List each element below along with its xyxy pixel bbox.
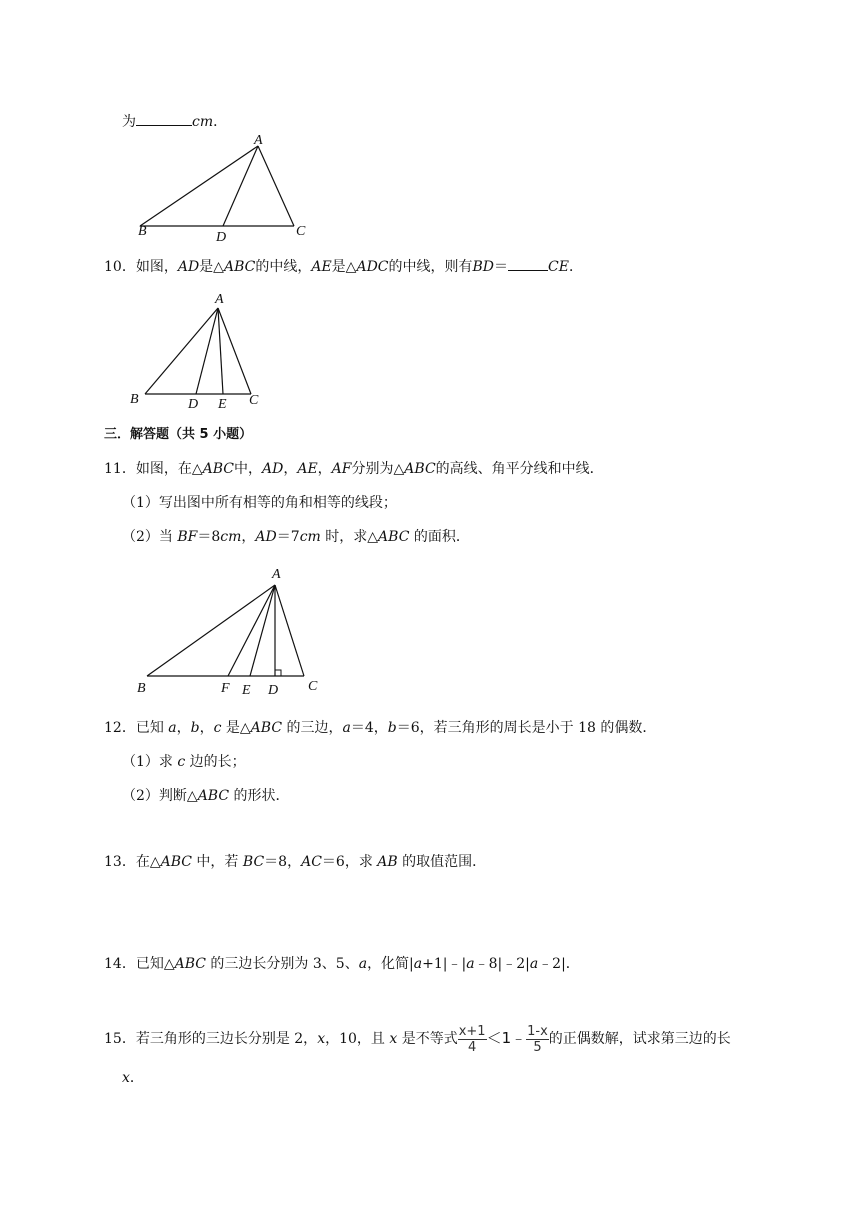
q10-text: ． <box>568 259 583 275</box>
q13-var: AC <box>301 854 322 870</box>
q12-text: 的三边， <box>282 720 343 736</box>
fig2-label-c: C <box>249 393 259 408</box>
fig3-side-ac <box>275 585 304 676</box>
q11-p2-text: ＝7 <box>276 529 300 545</box>
q14-var: ABC <box>174 956 206 972</box>
q11-p2-unit: cm <box>220 529 242 545</box>
q15-text: 的正偶数解，试求第三边的长 <box>548 1031 731 1047</box>
fig3-label-c: C <box>308 679 318 694</box>
triangle-figure-2 <box>125 286 275 411</box>
section-heading: 三．解答题（共 5 小题） <box>104 427 253 442</box>
q14-var: a <box>413 956 423 972</box>
q10-text: 是△ <box>199 259 224 275</box>
triangle-figure-1 <box>130 130 330 245</box>
fig1-label-a: A <box>254 133 263 148</box>
q13-var: ABC <box>160 854 192 870</box>
q14-text: 已知△ <box>135 956 175 972</box>
q12-text: ＝4， <box>350 720 388 736</box>
q12-number: 12． <box>104 720 136 736</box>
q12-part-2 <box>122 786 290 806</box>
q10-blank[interactable] <box>508 256 548 271</box>
triangle-figure-3 <box>132 560 332 700</box>
q11-part-2 <box>122 527 470 547</box>
q15-var: x <box>122 1070 130 1086</box>
q15-var: x <box>317 1031 326 1047</box>
q11-p2-unit: cm <box>299 529 321 545</box>
q11-text: ， <box>283 461 298 477</box>
q12-var: b <box>190 720 200 736</box>
fig2-label-a: A <box>215 292 224 307</box>
q15-var: x <box>389 1031 398 1047</box>
q11-var: AE <box>297 461 318 477</box>
q11-p2-text: 的面积． <box>409 529 470 545</box>
q11-var: AD <box>261 461 284 477</box>
q11-text: 中， <box>233 461 262 477</box>
q11-text: ， <box>317 461 332 477</box>
q12-var: a <box>342 720 351 736</box>
fig1-label-d: D <box>216 230 227 245</box>
q10-var: CE <box>548 259 569 275</box>
q11-var: ABC <box>202 461 234 477</box>
question-14 <box>104 954 580 974</box>
q12-var: ABC <box>250 720 283 736</box>
q14-var: a <box>358 956 368 972</box>
question-12 <box>104 718 656 738</box>
q15-number: 15． <box>104 1031 136 1047</box>
fig3-label-d: D <box>268 683 279 698</box>
q11-p2-text: ＝8 <box>197 529 221 545</box>
fig1-label-c: C <box>296 224 306 239</box>
q10-var: AD <box>177 259 200 275</box>
fraction-denominator: 5 <box>533 1039 542 1055</box>
q12-var: a <box>168 720 177 736</box>
q11-p2-var: ABC <box>378 529 410 545</box>
q15-text: ． <box>129 1070 144 1086</box>
q14-var: a <box>529 956 539 972</box>
q13-text: 在△ <box>135 854 161 870</box>
q12-p1-text: （1）求 <box>122 754 178 770</box>
right-angle-mark <box>275 670 281 676</box>
q12-part-1 <box>122 752 246 772</box>
q12-p2-text: （2）判断△ <box>122 788 198 804</box>
q10-text: ＝ <box>494 259 509 275</box>
q10-text: 的中线， <box>255 259 312 275</box>
q14-text: ﹣2|． <box>538 956 580 972</box>
q14-text: ，化简| <box>367 956 414 972</box>
fig2-side-ac <box>218 308 251 394</box>
q13-number: 13． <box>104 854 136 870</box>
q12-p2-text: 的形状． <box>229 788 290 804</box>
question-15 <box>104 1020 731 1057</box>
fraction-1-minus-x-over-5 <box>526 1024 549 1055</box>
q11-var: ABC <box>404 461 436 477</box>
q10-var: AE <box>311 259 332 275</box>
q14-var: a <box>466 956 475 972</box>
q12-text: 已知 <box>135 720 169 736</box>
q10-var: ADC <box>356 259 389 275</box>
q11-var: AF <box>331 461 352 477</box>
q12-p1-var: c <box>177 754 186 770</box>
q11-part-1: （1）写出图中所有相等的角和相等的线段； <box>122 495 397 511</box>
fig3-label-a: A <box>272 567 281 582</box>
q12-text: ， <box>199 720 214 736</box>
question-10 <box>104 256 583 277</box>
q9-unit: cm <box>192 114 214 130</box>
fraction-x-plus-1-over-4 <box>458 1024 487 1055</box>
q11-p2-text: 时，求△ <box>320 529 379 545</box>
q11-number: 11． <box>104 461 136 477</box>
q15-text: ＜1﹣ <box>486 1029 527 1047</box>
q11-text: 的高线、角平分线和中线． <box>435 461 604 477</box>
fig3-label-e: E <box>242 683 251 698</box>
fig3-segment-ae <box>250 585 275 676</box>
q13-var: BC <box>242 854 265 870</box>
fig3-label-b: B <box>137 681 146 696</box>
q14-text: +1|﹣| <box>422 956 467 972</box>
fig2-label-b: B <box>130 392 139 407</box>
q14-text: ﹣8|﹣2| <box>474 956 530 972</box>
question-13 <box>104 852 486 872</box>
q10-text: 如图， <box>135 259 178 275</box>
fraction-denominator: 4 <box>468 1039 477 1055</box>
q11-p2-text: （2）当 <box>122 529 178 545</box>
q9-prefix: 为 <box>122 114 136 130</box>
q10-var: BD <box>472 259 495 275</box>
q9-answer-line <box>122 111 227 132</box>
fig3-side-ab <box>147 585 275 676</box>
fig2-segment-ae <box>218 308 223 394</box>
q10-text: 的中线，则有 <box>388 259 473 275</box>
q12-text: 是△ <box>221 720 251 736</box>
fig2-label-e: E <box>218 397 227 411</box>
q14-number: 14． <box>104 956 136 972</box>
fraction-numerator: x+1 <box>458 1023 486 1039</box>
q9-blank[interactable] <box>136 111 192 126</box>
q9-suffix: ． <box>213 114 228 130</box>
q13-text: 的取值范围． <box>397 854 487 870</box>
q15-continuation <box>122 1068 144 1088</box>
fraction-numerator: 1-x <box>527 1023 548 1039</box>
fig3-segment-af <box>228 585 275 676</box>
q12-p2-var: ABC <box>197 788 230 804</box>
q13-var: AB <box>377 854 398 870</box>
q10-text: 是△ <box>331 259 357 275</box>
fig3-label-f: F <box>221 681 230 696</box>
q10-var: ABC <box>223 259 256 275</box>
q11-text: 分别为△ <box>351 461 405 477</box>
q15-text: 是不等式 <box>397 1031 458 1047</box>
q15-text: ，10，且 <box>325 1031 390 1047</box>
q13-text: ＝6，求 <box>321 854 378 870</box>
q12-var: b <box>387 720 397 736</box>
q12-p1-text: 边的长； <box>185 754 246 770</box>
q14-text: 的三边长分别为 3、5、 <box>205 956 359 972</box>
q15-text: 若三角形的三边长分别是 2， <box>135 1031 318 1047</box>
q11-p2-var: AD <box>255 529 277 545</box>
q11-p2-text: ， <box>241 529 256 545</box>
fig2-label-d: D <box>188 397 199 411</box>
question-11 <box>104 459 604 479</box>
q12-text: ， <box>176 720 191 736</box>
q11-text: 如图，在△ <box>135 461 203 477</box>
q12-text: ＝6，若三角形的周长是小于 18 的偶数． <box>396 720 657 736</box>
q11-p2-var: BF <box>177 529 198 545</box>
fig1-side-ac <box>258 146 294 226</box>
q13-text: ＝8， <box>264 854 302 870</box>
q10-number: 10． <box>104 259 136 275</box>
q12-var: c <box>213 720 222 736</box>
fig1-label-b: B <box>138 224 147 239</box>
q13-text: 中，若 <box>191 854 243 870</box>
